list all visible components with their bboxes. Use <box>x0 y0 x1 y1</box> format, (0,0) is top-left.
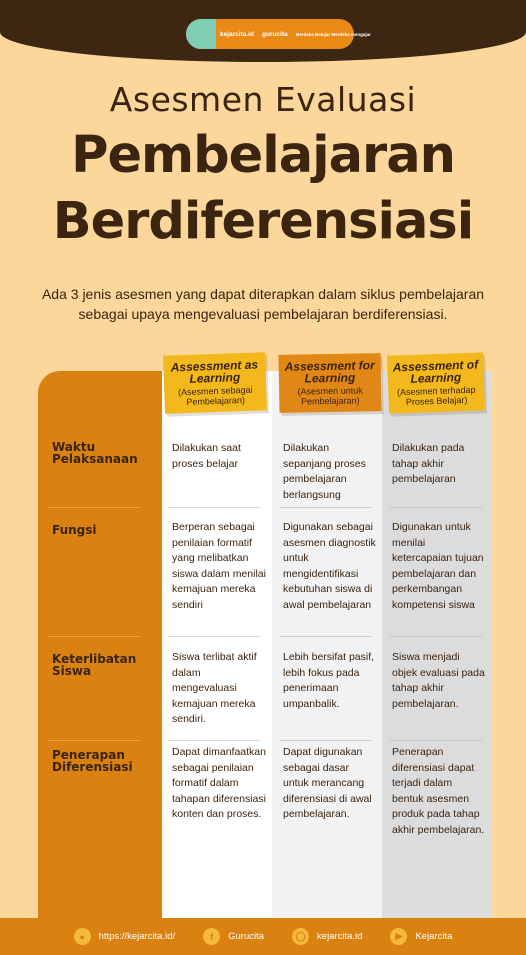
title-line-1: Asesmen Evaluasi <box>109 80 417 119</box>
row-divider <box>168 740 260 741</box>
footer-facebook-label: Gurucita <box>228 931 265 942</box>
row-label-waktu: Waktu Pelaksanaan <box>52 440 138 466</box>
title-line-3: Berdiferensiasi <box>52 192 474 251</box>
facebook-icon: f <box>203 928 220 945</box>
column-header-for-learning <box>279 353 382 413</box>
column-subheading: (Asesmen terhadap Proses Belajar) <box>396 384 476 408</box>
table-cell: Digunakan untuk menilai ketercapaian tujuan pembelajaran dan perkembangan kompetensi siswa <box>392 521 484 611</box>
row-divider <box>390 507 482 508</box>
row-divider <box>280 636 372 637</box>
footer-youtube[interactable] <box>390 928 452 945</box>
table-cell: Digunakan sebagai asesmen diagnostik untuk mengidentifikasi kebutuhan siswa di awal pembelajaran <box>283 521 376 611</box>
row-label-fungsi: Fungsi <box>52 523 97 537</box>
column-subheading: (Asesmen untuk Pembelajaran) <box>297 385 363 407</box>
table-cell: Dilakukan pada tahap akhir pembelajaran <box>392 442 465 485</box>
footer-website[interactable] <box>74 928 176 945</box>
table-cell: Siswa menjadi objek evaluasi pada tahap akhir pembelajaran. <box>392 651 485 710</box>
row-divider <box>168 507 260 508</box>
column-heading: Assessment of Learning <box>392 357 479 386</box>
intro-text: Ada 3 jenis asesmen yang dapat diterapkan dalam siklus pembelajaran sebagai upaya mengevaluasi pembelajaran berdiferensiasi. <box>41 286 485 322</box>
row-label-penerapan: Penerapan Diferensiasi <box>52 748 133 774</box>
table-cell: Dilakukan saat proses belajar <box>172 442 241 470</box>
title-line-2: Pembelajaran <box>71 126 455 185</box>
row-divider <box>48 507 140 508</box>
partner-logos <box>186 19 371 49</box>
table-cell: Penerapan diferensiasi dapat terjadi dalam bentuk asesmen produk pada tahap akhir pembelajaran. <box>392 746 485 836</box>
column-heading: Assessment as Learning <box>170 357 259 386</box>
footer-website-label: https://kejarcita.id/ <box>98 931 176 942</box>
table-cell: Dapat digunakan sebagai dasar untuk merancang diferensiasi di awal pembelajaran. <box>283 746 372 820</box>
footer-bar <box>0 918 526 955</box>
column-header-as-learning <box>163 352 267 414</box>
table-cell: Siswa terlibat aktif dalam mengevaluasi kemajuan mereka sendiri. <box>172 651 257 725</box>
row-divider <box>280 740 372 741</box>
merdeka-belajar-logo: Merdeka Belajar Merdeka mengajar <box>295 31 371 37</box>
row-divider <box>390 740 482 741</box>
kejarcita-logo: kejarcita.id <box>220 30 254 38</box>
table-cell: Dapat dimanfaatkan sebagai penilaian formatif dalam tahapan diferensiasi konten dan proses. <box>172 746 266 820</box>
column-header-of-learning <box>387 352 485 413</box>
footer-facebook[interactable] <box>203 928 264 945</box>
column-heading: Assessment for Learning <box>284 358 375 386</box>
table-cell: Berperan sebagai penilaian formatif yang melibatkan siswa dalam menilai kemajuan mereka sendiri <box>172 521 266 611</box>
row-divider <box>390 636 482 637</box>
row-divider <box>280 507 372 508</box>
row-divider <box>168 636 260 637</box>
logo-accent <box>186 19 216 49</box>
footer-instagram-label: kejarcita.id <box>317 931 363 942</box>
row-divider <box>48 636 140 637</box>
footer-youtube-label: Kejarcita <box>415 931 453 942</box>
table-cell: Lebih bersifat pasif, lebih fokus pada penerimaan umpanbalik. <box>283 651 375 710</box>
table-cell: Dilakukan sepanjang proses pembelajaran berlangsung <box>283 442 366 501</box>
row-label-keterlibatan: Keterlibatan Siswa <box>52 652 137 678</box>
gurucita-logo: gurucita <box>261 30 288 38</box>
globe-icon: ● <box>74 928 91 945</box>
youtube-icon: ▶ <box>390 928 407 945</box>
row-divider <box>48 740 140 741</box>
instagram-icon: ◯ <box>292 928 309 945</box>
column-subheading: (Asesmen sebagai Pembelajaran) <box>177 384 253 408</box>
footer-instagram[interactable] <box>292 928 362 945</box>
